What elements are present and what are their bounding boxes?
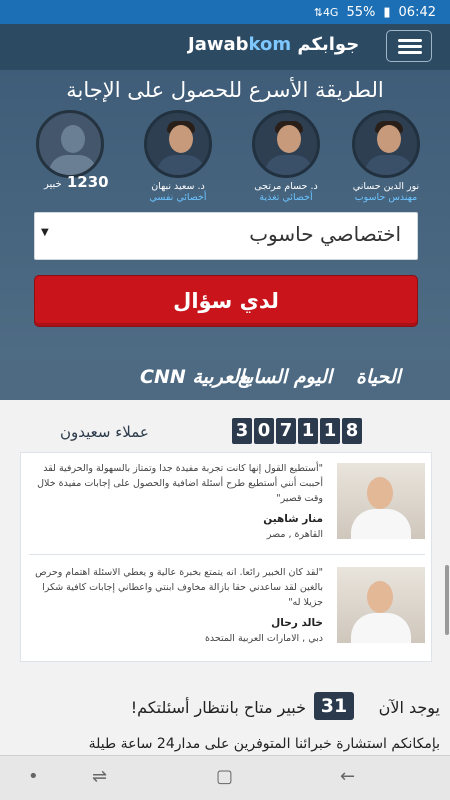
hero-section	[0, 70, 450, 360]
testimonial-item: "أستطيع القول إنها كانت تجربة مفيدة جدا وتمتاز بالسهولة والحرفية لقد أحببت أنني أستطيع طرح أسئلة اضافية والحصول على إجابات مفيدة خلال وقت قصير" منار شاهين القاهرة , مصر	[21, 453, 433, 553]
dot-icon[interactable]: •	[28, 766, 39, 787]
back-icon[interactable]: ←	[340, 766, 356, 787]
recents-icon[interactable]: ⇌	[92, 766, 108, 787]
expert-card[interactable]: د. حسام مرتجى أخصائي تغذية	[244, 110, 328, 203]
alhayat-logo: الحياة	[356, 366, 401, 388]
expert-avatar	[252, 110, 320, 178]
scrollbar-thumb[interactable]	[445, 565, 449, 635]
available-count-badge: 31	[314, 692, 354, 720]
expert-avatar	[352, 110, 420, 178]
user-icon	[36, 110, 104, 178]
home-icon[interactable]: ▢	[216, 766, 234, 787]
youm7-logo: اليوم السابع	[238, 366, 333, 388]
clients-counter: عملاء سعيدون 3 0 7 1 1 8	[0, 418, 450, 448]
specialty-select[interactable]: اختصاصي حاسوب ▼	[34, 212, 418, 260]
expert-placeholder	[28, 110, 112, 178]
site-logo[interactable]: Jawabkom جوابكم	[188, 34, 360, 55]
experts-row	[0, 110, 450, 220]
available-experts-line: يوجد الآن 31 خبير متاح بانتظار أسئلتكم!	[20, 692, 440, 722]
testimonials-box	[20, 452, 432, 662]
testimonial-item: "لقد كان الخبير رائعا. انه يتمتع بخبرة عالية و يعطي الاسئلة اهتمام وحرص بالغين لقد ساعدني حقا بازالة مخاوف ابنتي واعطاني إجابات كافية شكرا جزيلا له" خالد رحال دبي , الامارات العربية المتحدة	[21, 557, 433, 657]
ask-question-button[interactable]: لدي سؤال	[34, 275, 418, 327]
expert-card[interactable]: د. سعيد نبهان أخصائي نفسي	[136, 110, 220, 203]
counter-digits: 3 0 7 1 1 8	[232, 418, 362, 444]
expert-card[interactable]: نور الدين حساني مهندس حاسوب	[344, 110, 428, 203]
divider	[29, 554, 425, 555]
clock: 06:42	[398, 4, 436, 20]
testimonial-photo	[337, 567, 425, 643]
system-nav-bar	[0, 755, 450, 800]
consult-text: بإمكانكم استشارة خبرائنا المتوفرين على مدار24 ساعة طيلة	[88, 736, 440, 752]
cnn-arabic-logo: CNN بالعربية	[140, 366, 251, 388]
experts-count: 1230 خبير	[44, 173, 109, 191]
media-logos-strip	[0, 360, 450, 400]
caret-down-icon: ▼	[41, 227, 49, 238]
expert-avatar	[144, 110, 212, 178]
battery-icon: ▮	[383, 4, 391, 20]
hamburger-icon	[398, 39, 422, 42]
app-header	[0, 24, 450, 70]
status-bar	[0, 0, 450, 24]
testimonial-photo	[337, 463, 425, 539]
battery-level: 55%	[346, 4, 376, 20]
hero-tagline: الطريقة الأسرع للحصول على الإجابة	[66, 78, 384, 102]
signal-icon: ⇅4G	[313, 5, 339, 19]
hamburger-menu-button[interactable]	[386, 30, 432, 62]
